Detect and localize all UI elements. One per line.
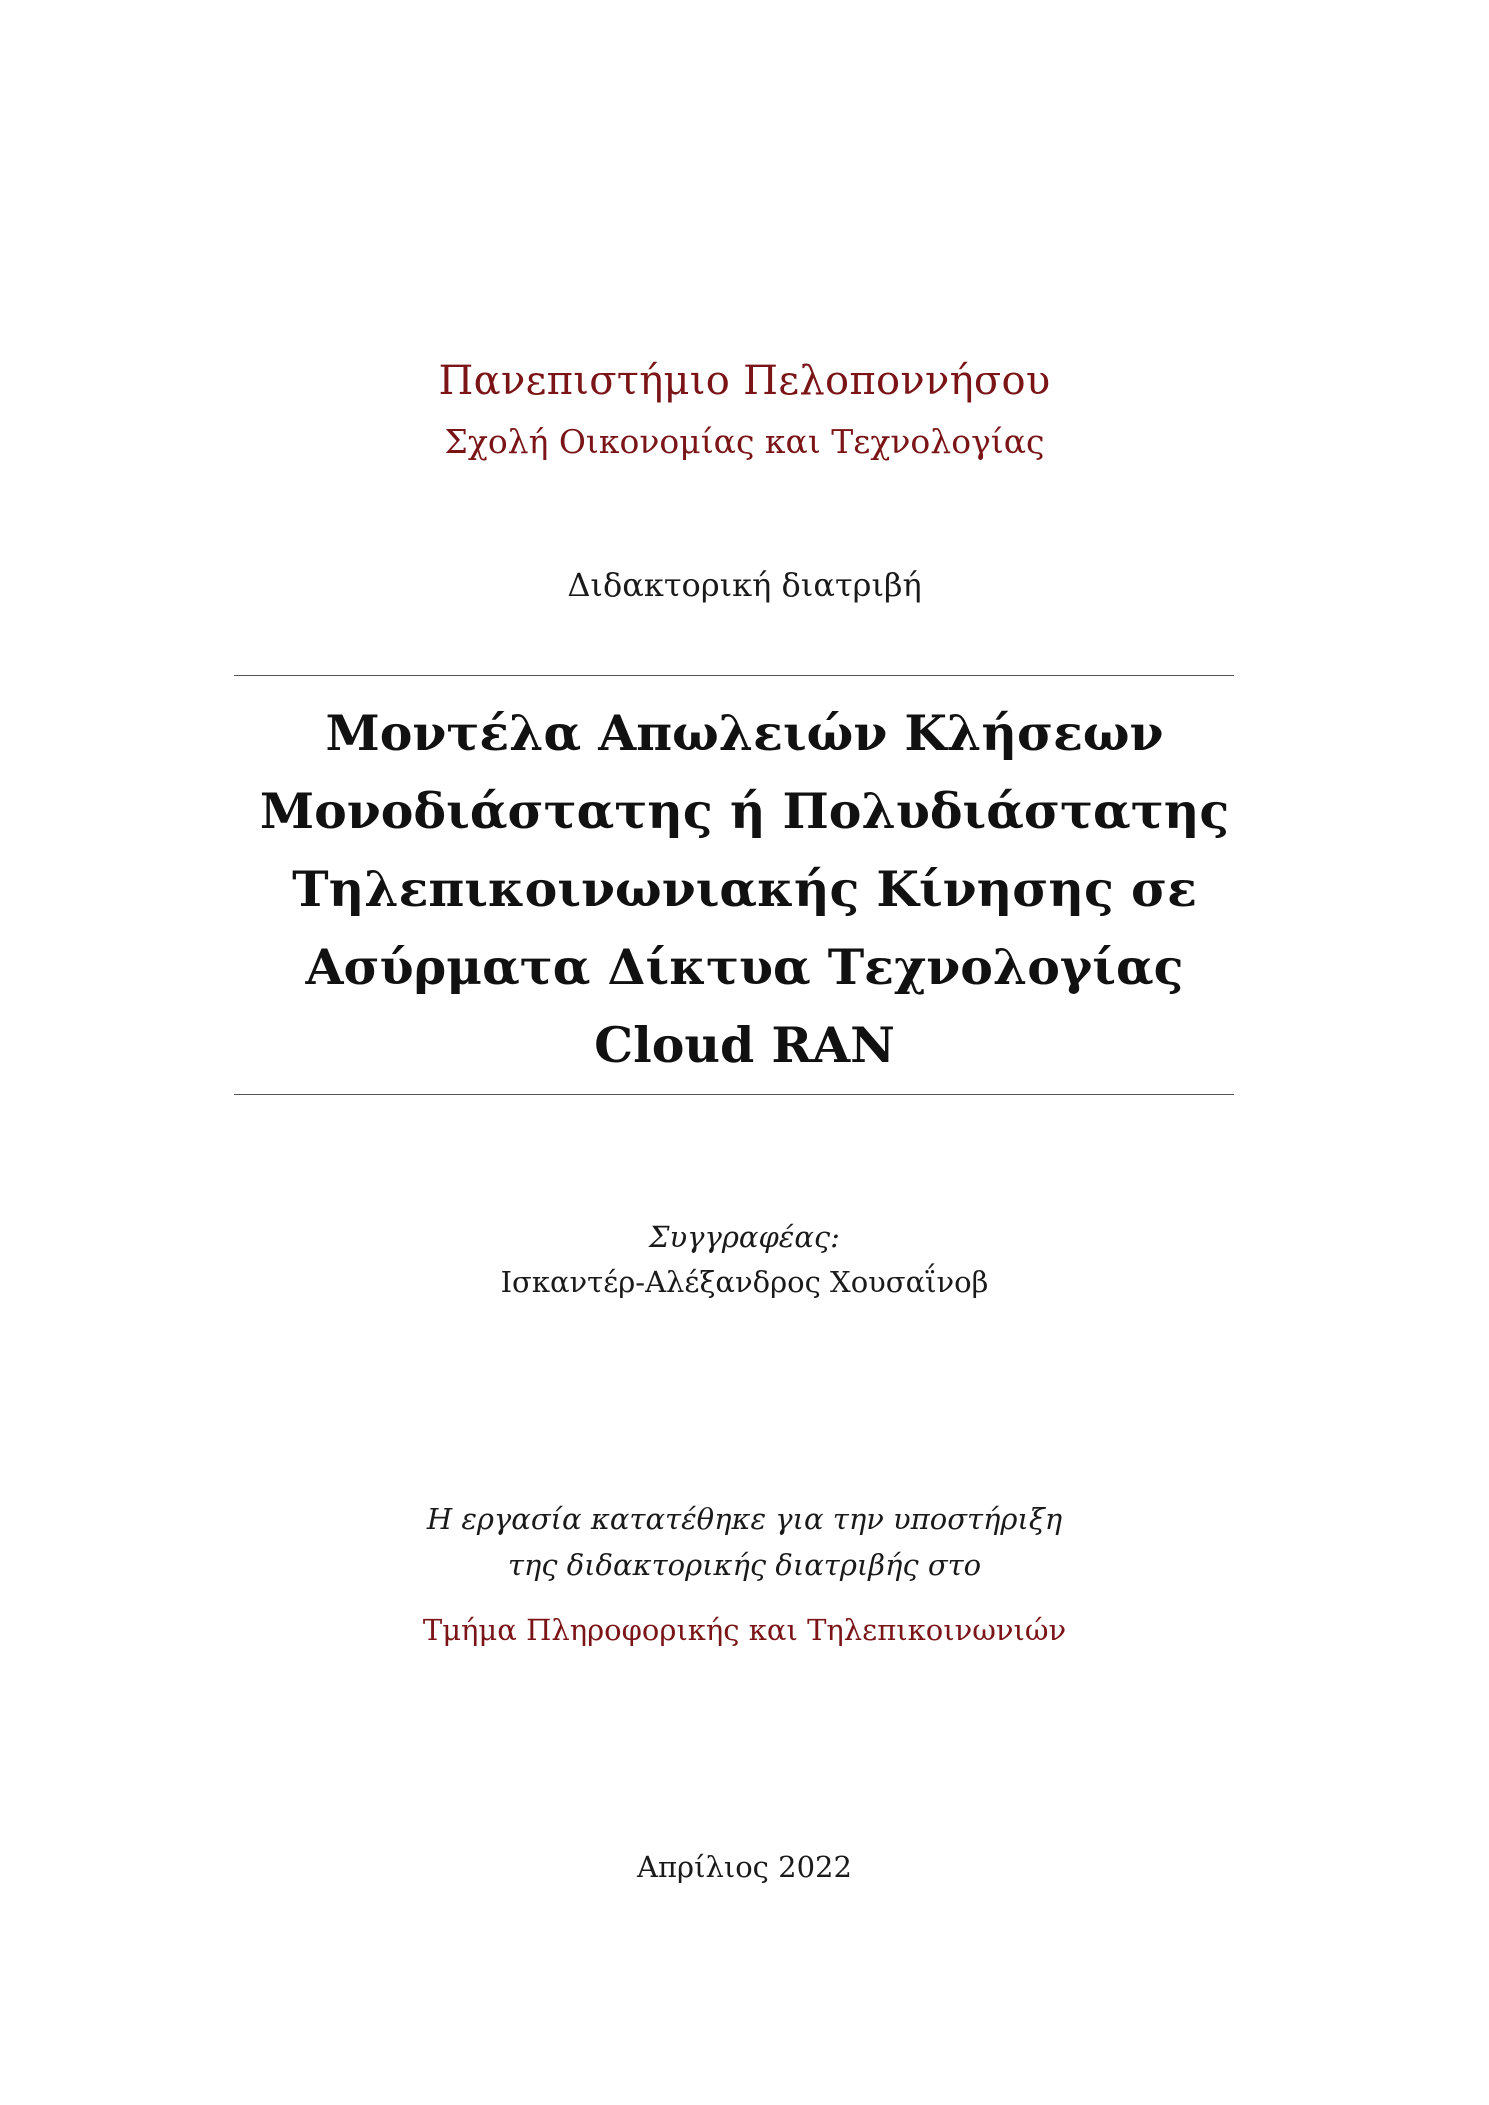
- author-name: Ισκαντέρ-Αλέξανδρος Χουσαΐνοβ: [500, 1265, 989, 1299]
- thesis-title-line: Cloud RAN: [594, 1016, 895, 1074]
- department-name: Τμήμα Πληροφορικής και Τηλεπικοινωνιών: [422, 1613, 1067, 1647]
- thesis-title-line: Μοντέλα Απωλειών Κλήσεων: [325, 704, 1164, 762]
- document-type: Διδακτορική διατριβή: [567, 566, 922, 604]
- submission-statement-line-1: Η εργασία κατατέθηκε για την υποστήριξη: [426, 1502, 1063, 1536]
- thesis-title-line: Μονοδιάστατης ή Πολυδιάστατης: [259, 782, 1230, 840]
- title-top-rule: [234, 675, 1234, 676]
- university-name: Πανεπιστήμιο Πελοποννήσου: [438, 358, 1051, 404]
- thesis-title-line: Τηλεπικοινωνιακής Κίνησης σε: [292, 860, 1197, 918]
- thesis-title-line: Ασύρματα Δίκτυα Τεχνολογίας: [305, 938, 1184, 996]
- author-label: Συγγραφέας:: [649, 1220, 840, 1254]
- title-bottom-rule: [234, 1094, 1234, 1095]
- submission-statement-line-2: της διδακτορικής διατριβής στο: [507, 1548, 982, 1582]
- submission-date: Απρίλιος 2022: [637, 1850, 852, 1884]
- school-name: Σχολή Οικονομίας και Τεχνολογίας: [444, 422, 1045, 461]
- thesis-title: [0, 694, 1489, 1084]
